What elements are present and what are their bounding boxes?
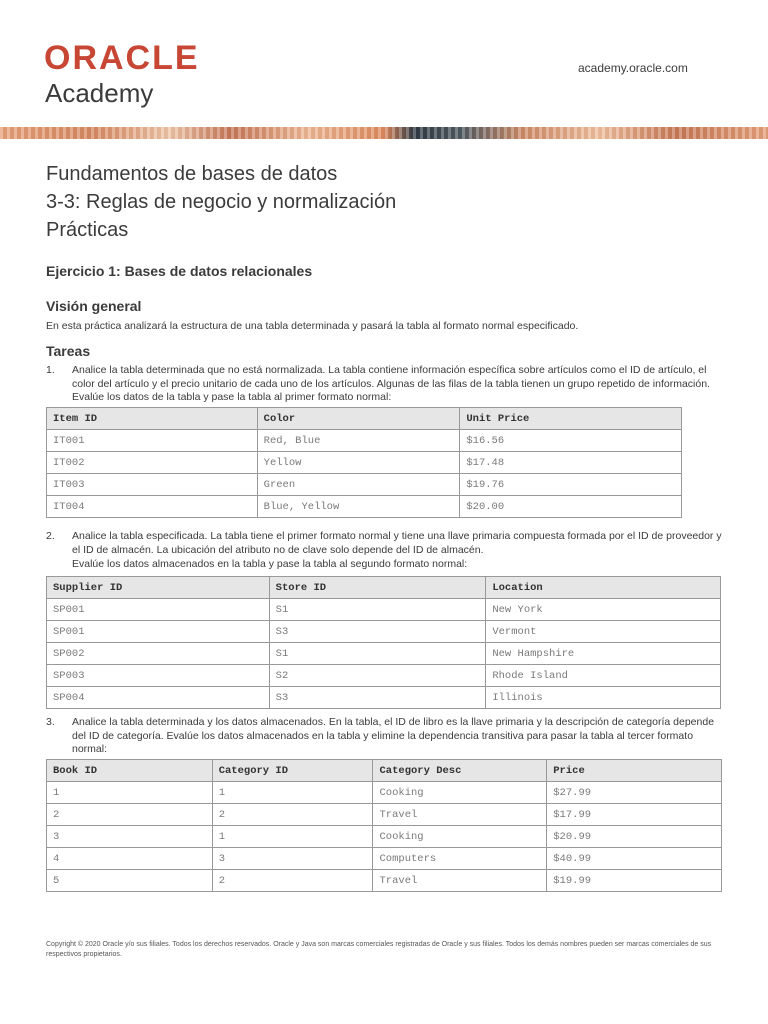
document-title (46, 160, 396, 244)
table-cell: Yellow (257, 452, 460, 474)
overview-text: En esta práctica analizará la estructura de una tabla determinada y pasará la tabla al formato normal especificado. (46, 320, 579, 332)
task-number: 3. (46, 716, 55, 728)
table-row (47, 687, 721, 709)
column-header: Price (547, 760, 722, 782)
table-suppliers (46, 576, 721, 709)
table-row (47, 474, 682, 496)
table-cell: SP001 (47, 621, 270, 643)
table-cell: SP002 (47, 643, 270, 665)
table-cell: S3 (269, 621, 486, 643)
table-cell: S2 (269, 665, 486, 687)
table-cell: $17.48 (460, 452, 682, 474)
table-cell: New Hampshire (486, 643, 721, 665)
table-cell: IT003 (47, 474, 258, 496)
table-header-row (47, 408, 682, 430)
task-number: 1. (46, 364, 55, 376)
table-cell: $19.99 (547, 870, 722, 892)
table-cell: Green (257, 474, 460, 496)
task-text: Evalúe los datos almacenados en la tabla y pase la tabla al segundo formato normal: (72, 558, 468, 570)
table-cell: SP003 (47, 665, 270, 687)
table-cell: Rhode Island (486, 665, 721, 687)
table-row (47, 870, 722, 892)
table-cell: SP004 (47, 687, 270, 709)
academy-logo-text: Academy (45, 78, 154, 108)
table-cell: 2 (47, 804, 213, 826)
table-row (47, 621, 721, 643)
table-row (47, 782, 722, 804)
table-cell: 2 (212, 804, 373, 826)
table-cell: IT002 (47, 452, 258, 474)
table-items (46, 407, 682, 518)
table-cell: New York (486, 599, 721, 621)
table-cell: $40.99 (547, 848, 722, 870)
table-books (46, 759, 722, 892)
table-cell: 1 (212, 782, 373, 804)
column-header: Supplier ID (47, 577, 270, 599)
table-cell: $19.76 (460, 474, 682, 496)
table-cell: S1 (269, 643, 486, 665)
title-practice: Prácticas (46, 219, 129, 241)
column-header: Location (486, 577, 721, 599)
table-row (47, 430, 682, 452)
column-header: Category Desc (373, 760, 547, 782)
table-cell: $27.99 (547, 782, 722, 804)
table-cell: 3 (47, 826, 213, 848)
table-cell: $20.00 (460, 496, 682, 518)
table-cell: Vermont (486, 621, 721, 643)
table-cell: SP001 (47, 599, 270, 621)
table-cell: Travel (373, 804, 547, 826)
table-row (47, 804, 722, 826)
table-row (47, 452, 682, 474)
page-header (0, 0, 768, 140)
table-cell: $16.56 (460, 430, 682, 452)
title-course: Fundamentos de bases de datos (46, 163, 338, 185)
table-header-row (47, 760, 722, 782)
table-cell: 3 (212, 848, 373, 870)
table-cell: 4 (47, 848, 213, 870)
column-header: Store ID (269, 577, 486, 599)
overview-heading: Visión general (46, 298, 142, 314)
title-lesson: 3-3: Reglas de negocio y normalización (46, 191, 397, 213)
task-text: Analice la tabla determinada que no está normalizada. La tabla contiene información específica sobre artículos como el ID de artículo, el color del artículo y el precio unitario de cada uno de los artículos. Algunas de las filas de la tabla tienen un grupo repetido de información. Evalúe los datos de la tabla y pase la tabla al primer formato normal: (72, 364, 710, 403)
tasks-heading: Tareas (46, 343, 91, 359)
table-row (47, 826, 722, 848)
column-header: Item ID (47, 408, 258, 430)
table-cell: Red, Blue (257, 430, 460, 452)
site-url: academy.oracle.com (578, 61, 688, 75)
table-cell: IT004 (47, 496, 258, 518)
copyright-footer: Copyright © 2020 Oracle y/o sus filiales. Todos los derechos reservados. Oracle y Java son marcas comerciales registradas de Oracle y sus filiales. Todos los demás nombres pueden ser marcas comerciales de sus respectivos propietarios. (46, 941, 712, 958)
table-cell: Computers (373, 848, 547, 870)
oracle-logo: ORACLE (44, 39, 200, 77)
decorative-banner (0, 127, 768, 139)
table-cell: Cooking (373, 826, 547, 848)
task-text: Analice la tabla especificada. La tabla tiene el primer formato normal y tiene una llave primaria compuesta formada por el ID de proveedor y el ID de almacén. La ubicación del atributo no de clave solo depende del ID de almacén. (72, 530, 722, 556)
table-cell: Blue, Yellow (257, 496, 460, 518)
table-row (47, 665, 721, 687)
table-row (47, 643, 721, 665)
table-row (47, 496, 682, 518)
table-cell: $20.99 (547, 826, 722, 848)
table-cell: $17.99 (547, 804, 722, 826)
table-cell: S1 (269, 599, 486, 621)
exercise-heading: Ejercicio 1: Bases de datos relacionales (46, 263, 313, 279)
table-cell: Illinois (486, 687, 721, 709)
task-number: 2. (46, 530, 55, 542)
column-header: Book ID (47, 760, 213, 782)
task-text: Analice la tabla determinada y los datos almacenados. En la tabla, el ID de libro es la llave primaria y la descripción de categoría depende del ID de categoría. Evalúe los datos almacenados en la tabla y elimine la dependencia transitiva para pasar la tabla al tercer formato normal: (72, 716, 715, 755)
table-cell: 1 (212, 826, 373, 848)
table-cell: 1 (47, 782, 213, 804)
column-header: Color (257, 408, 460, 430)
table-cell: S3 (269, 687, 486, 709)
column-header: Unit Price (460, 408, 682, 430)
table-cell: Travel (373, 870, 547, 892)
table-cell: IT001 (47, 430, 258, 452)
table-row (47, 599, 721, 621)
table-row (47, 848, 722, 870)
table-cell: 2 (212, 870, 373, 892)
table-header-row (47, 577, 721, 599)
table-cell: Cooking (373, 782, 547, 804)
table-cell: 5 (47, 870, 213, 892)
column-header: Category ID (212, 760, 373, 782)
